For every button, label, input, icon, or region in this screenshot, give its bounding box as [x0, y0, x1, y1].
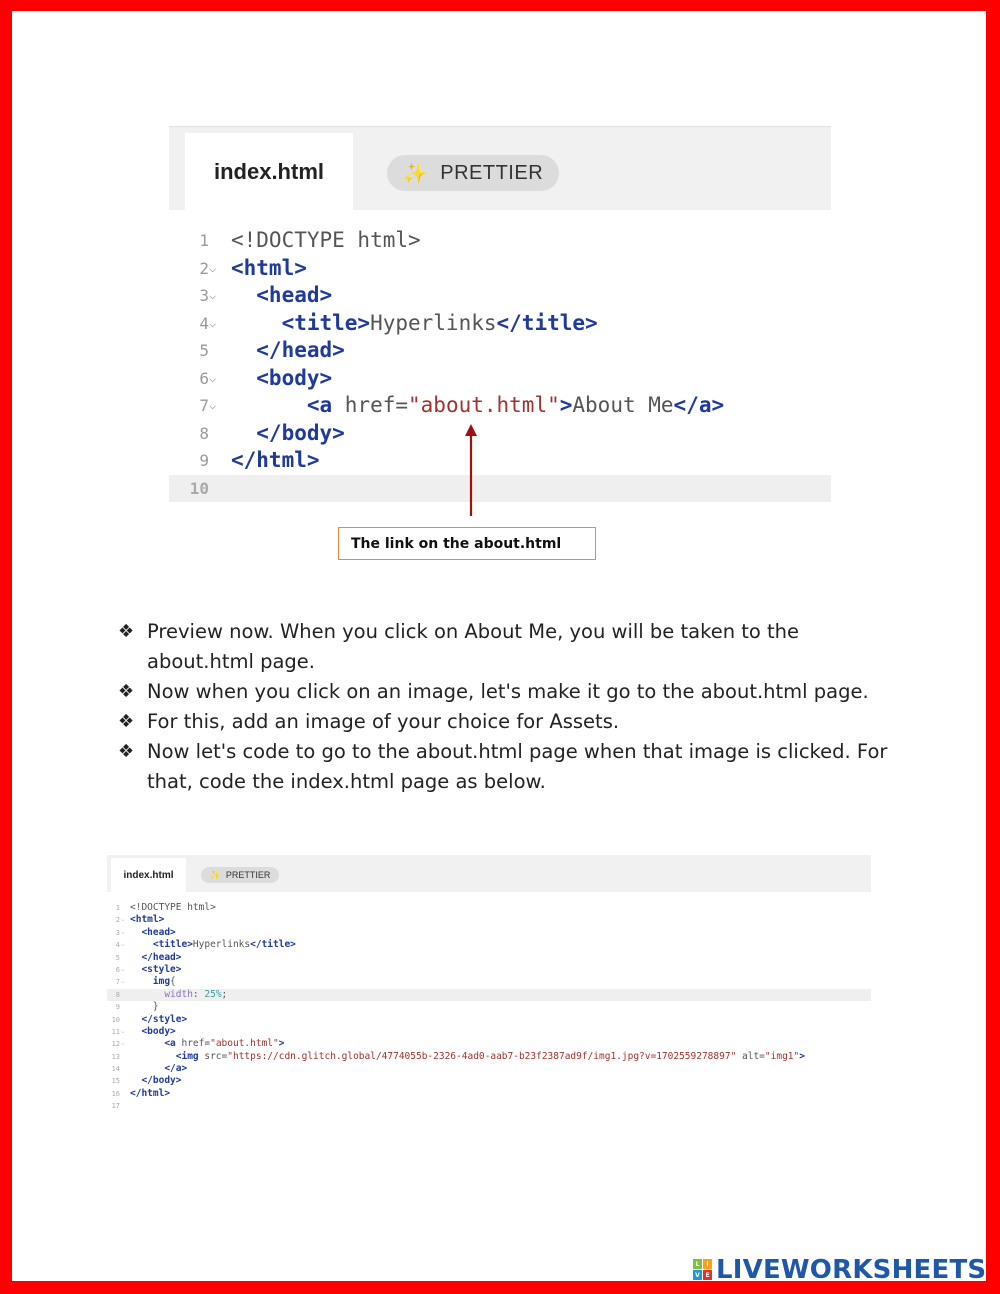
- code-token: <head>: [130, 926, 176, 938]
- arrow-icon: [462, 424, 480, 516]
- code-text: [130, 1014, 187, 1026]
- code-text: [130, 914, 164, 926]
- diamond-bullet-icon: ❖: [118, 621, 135, 642]
- code-text: [130, 952, 181, 964]
- list-item-text: Now let's code to go to the about.html page when that image is clicked. For that, code the index.html page as below.: [147, 740, 888, 793]
- list-item: [118, 707, 898, 737]
- code-editor-bottom: [107, 855, 871, 1115]
- code-line: [169, 282, 831, 310]
- code-line: [107, 939, 871, 951]
- line-number: 1: [115, 904, 120, 912]
- code-token: <html>: [231, 255, 307, 280]
- diamond-bullet-icon: ❖: [118, 681, 135, 702]
- code-token: </title>: [250, 939, 296, 951]
- line-number: 7: [115, 978, 120, 987]
- logo-block: E: [703, 1270, 712, 1280]
- line-number: 9: [199, 451, 209, 470]
- code-token: "img1": [764, 1050, 800, 1062]
- line-number: 5: [115, 953, 120, 962]
- code-token: </html>: [130, 1087, 171, 1099]
- code-token: 25%: [204, 988, 222, 1000]
- code-token: <a: [130, 1038, 176, 1050]
- code-token: </head>: [130, 951, 182, 963]
- logo-block: V: [693, 1270, 702, 1280]
- code-token: {: [170, 976, 176, 988]
- fold-chevron-icon[interactable]: ⌵: [121, 941, 125, 949]
- code-text: [231, 420, 345, 448]
- line-number: 13: [111, 1052, 120, 1061]
- fold-chevron-icon[interactable]: ⌵: [121, 965, 125, 973]
- code-token: href=: [175, 1038, 211, 1050]
- tab-index-html[interactable]: index.html: [111, 858, 186, 892]
- code-text: [130, 1026, 176, 1038]
- code-token: <style>: [130, 963, 182, 975]
- code-token: </html>: [231, 448, 320, 472]
- code-token: <img: [130, 1050, 199, 1062]
- code-line: [107, 1088, 871, 1100]
- code-line: [107, 1001, 871, 1013]
- callout-box: The link on the about.html: [338, 527, 596, 560]
- code-text: [231, 447, 320, 475]
- tab-index-html[interactable]: index.html: [185, 133, 353, 210]
- code-line: [169, 475, 831, 503]
- line-number: 4: [199, 313, 209, 333]
- code-token: </style>: [130, 1013, 188, 1025]
- code-line: [169, 310, 831, 338]
- instruction-list: [118, 617, 898, 797]
- code-line: [169, 255, 831, 283]
- code-line: [107, 976, 871, 988]
- code-token: </body>: [130, 1075, 182, 1087]
- code-text: [130, 1051, 805, 1063]
- code-line: [107, 1063, 871, 1075]
- liveworksheets-logo: [693, 1255, 986, 1285]
- line-number: 17: [111, 1102, 120, 1111]
- code-line: [169, 227, 831, 255]
- fold-chevron-icon[interactable]: ⌵: [209, 398, 217, 412]
- code-text: [130, 989, 227, 1001]
- code-line: [169, 337, 831, 365]
- code-token: alt=: [736, 1050, 765, 1062]
- line-number: 7: [199, 396, 209, 415]
- list-item: [118, 737, 898, 797]
- fold-chevron-icon[interactable]: ⌵: [209, 370, 217, 385]
- line-number: 1: [199, 231, 209, 250]
- code-text: [130, 964, 181, 976]
- list-item: [118, 677, 898, 707]
- line-number: 4: [115, 941, 120, 950]
- code-text: [130, 1075, 181, 1087]
- code-editor-top: [169, 126, 831, 508]
- code-line: [107, 952, 871, 964]
- code-text: [130, 902, 216, 914]
- code-line: [107, 902, 871, 914]
- code-line: [107, 1075, 871, 1087]
- list-item-text: Preview now. When you click on About Me, you will be taken to the about.html page.: [147, 620, 800, 673]
- diamond-bullet-icon: ❖: [118, 741, 135, 762]
- fold-chevron-icon[interactable]: ⌵: [121, 1040, 125, 1048]
- fold-chevron-icon[interactable]: ⌵: [209, 288, 217, 302]
- line-number: 10: [189, 478, 209, 498]
- logo-wordmark: LIVEWORKSHEETS: [716, 1255, 987, 1285]
- code-area[interactable]: [107, 902, 871, 1113]
- code-token: <a: [231, 393, 333, 417]
- code-text: [130, 976, 176, 988]
- code-line: [107, 1026, 871, 1038]
- line-number: 6: [199, 368, 209, 388]
- code-text: [231, 392, 724, 420]
- code-line: [107, 1100, 871, 1112]
- code-area[interactable]: [169, 227, 831, 502]
- fold-chevron-icon[interactable]: ⌵: [121, 928, 125, 936]
- code-line: [107, 927, 871, 939]
- line-number: 3: [199, 286, 209, 305]
- code-token: </a>: [130, 1063, 188, 1075]
- line-number: 8: [199, 423, 209, 443]
- line-number: 8: [115, 990, 120, 999]
- code-token: href=: [332, 393, 409, 417]
- line-number: 2: [115, 916, 120, 925]
- code-text: [231, 337, 345, 365]
- code-token: <!DOCTYPE html>: [130, 902, 216, 913]
- code-text: [130, 1038, 284, 1050]
- list-item-text: Now when you click on an image, let's make it go to the about.html page.: [147, 680, 869, 703]
- code-text: [130, 1088, 170, 1100]
- prettier-label: PRETTIER: [440, 161, 544, 184]
- code-line: [169, 447, 831, 475]
- line-number: 15: [111, 1077, 120, 1086]
- code-token: </body>: [231, 420, 345, 445]
- code-line: [107, 1051, 871, 1063]
- code-line: [107, 964, 871, 976]
- diamond-bullet-icon: ❖: [118, 711, 135, 732]
- code-token: <title>: [231, 310, 371, 335]
- code-line: [107, 989, 871, 1001]
- line-number: 14: [111, 1065, 120, 1074]
- code-line: [107, 914, 871, 926]
- sparkle-icon: ✨: [209, 869, 221, 880]
- prettier-label: PRETTIER: [225, 870, 271, 880]
- code-token: <title>: [130, 939, 193, 951]
- fold-chevron-icon[interactable]: ⌵: [209, 315, 217, 330]
- line-number: 5: [199, 341, 209, 360]
- code-text: [130, 939, 296, 951]
- list-item: [118, 617, 898, 677]
- code-token: </a>: [673, 393, 725, 417]
- code-token: <!DOCTYPE html>: [231, 228, 421, 252]
- line-number: 10: [111, 1015, 120, 1024]
- code-token: >: [559, 393, 573, 417]
- sparkle-icon: ✨: [402, 162, 429, 185]
- code-token: }: [130, 1001, 159, 1013]
- code-line: [107, 1038, 871, 1050]
- code-text: [231, 365, 332, 393]
- code-token: Hyperlinks: [192, 939, 251, 951]
- code-token: <body>: [231, 365, 333, 390]
- code-text: [130, 1001, 159, 1013]
- line-number: 12: [111, 1040, 120, 1049]
- code-token: width: [130, 988, 193, 1000]
- code-line: [169, 365, 831, 393]
- code-token: >: [278, 1038, 285, 1050]
- fold-chevron-icon[interactable]: ⌵: [121, 916, 125, 924]
- list-item-text: For this, add an image of your choice for Assets.: [147, 710, 620, 733]
- code-token: About Me: [572, 393, 674, 417]
- code-token: src=: [198, 1050, 228, 1062]
- code-token: Hyperlinks: [370, 310, 497, 335]
- code-line: [107, 1014, 871, 1026]
- editor-tab-bar: [169, 126, 831, 210]
- line-number: 11: [111, 1027, 120, 1036]
- code-token: >: [799, 1050, 805, 1062]
- prettier-button[interactable]: [387, 155, 559, 191]
- line-number: 6: [115, 965, 120, 974]
- fold-chevron-icon[interactable]: ⌵: [121, 978, 125, 986]
- code-text: [231, 282, 332, 310]
- code-token: </head>: [231, 338, 345, 362]
- logo-block: L: [693, 1259, 702, 1269]
- code-line: [169, 420, 831, 448]
- prettier-button[interactable]: [201, 867, 279, 883]
- code-token: :: [192, 988, 205, 1000]
- code-token: <body>: [130, 1025, 176, 1037]
- code-token: <head>: [231, 283, 333, 307]
- line-number: 3: [115, 928, 120, 937]
- code-text: [231, 227, 421, 255]
- line-number: 9: [115, 1003, 120, 1012]
- editor-tab-bar: [107, 855, 871, 892]
- code-text: [231, 255, 307, 283]
- code-token: img: [130, 976, 171, 988]
- code-text: [231, 310, 598, 338]
- code-text: [130, 927, 176, 939]
- line-number: 16: [111, 1089, 120, 1098]
- fold-chevron-icon[interactable]: ⌵: [121, 1027, 125, 1035]
- logo-blocks-icon: [693, 1259, 713, 1281]
- code-line: [169, 392, 831, 420]
- code-token: "https://cdn.glitch.global/4774055b-2326-4ad0-aab7-b23f2387ad9f/img1.jpg?v=1702559278897": [227, 1050, 737, 1062]
- code-text: [130, 1063, 187, 1075]
- code-token: </title>: [496, 310, 598, 335]
- code-token: "about.html": [408, 393, 560, 417]
- fold-chevron-icon[interactable]: ⌵: [209, 260, 217, 275]
- code-token: <html>: [130, 914, 165, 926]
- logo-block: I: [703, 1259, 712, 1269]
- line-number: 2: [199, 258, 209, 278]
- code-token: ;: [221, 988, 228, 1000]
- code-token: "about.html": [210, 1038, 279, 1050]
